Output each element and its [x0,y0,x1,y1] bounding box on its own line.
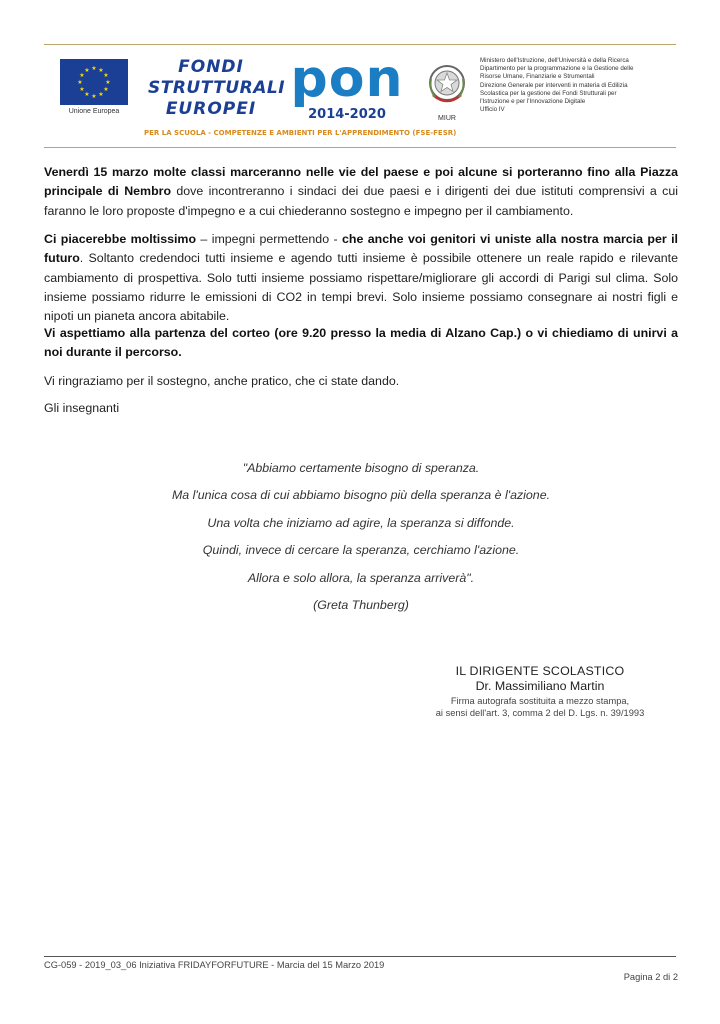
ministry-line: Dipartimento per la programmazione e la Gestione delle [480,65,634,73]
miur-label: MIUR [438,115,456,122]
p1-text: dove incontreranno i sindaci dei due paesi e i dirigenti dei due istituti comprensivi a cui faranno le loro proposte d'impegno e a cui chiederanno sostegno e impegno per il cambiamento. [44,184,679,218]
paragraph-march-announcement [44,163,678,221]
eu-flag-icon [60,59,128,105]
pon-logo [288,49,406,125]
svg-text:★: ★ [84,91,90,98]
footer-divider [44,956,676,957]
greta-quote [44,458,678,622]
quote-line: Una volta che iniziamo ad agire, la speranza si diffonde. [207,515,515,530]
paragraph-thanks: Vi ringraziamo per il sostegno, anche pratico, che ci state dando. [44,374,400,388]
miur-logo [424,57,470,131]
svg-text:★: ★ [79,86,85,93]
fondi-line-1: FONDI [178,57,244,77]
p2-bold-a: Ci piacerebbe moltissimo [44,232,197,246]
svg-text:★: ★ [98,91,104,98]
quote-line: Quindi, invece di cercare la speranza, cerchiamo l'azione. [202,543,520,558]
quote-line: Ma l'unica cosa di cui abbiamo bisogno più della speranza è l'azione. [171,488,551,503]
signer-name: Dr. Massimiliano Martin [475,679,605,693]
p3-bold: Vi aspettiamo alla partenza del corteo (ore 9.20 presso la media di Alzano Cap.) o vi chiediamo di unirvi a noi durante il percorso. [44,326,678,360]
p1-bold: Venerdì 15 marzo molte classi marceranno nelle vie del paese e poi alcune si porteranno fino alla Piazza principale di Nembro [44,165,678,199]
svg-text:★: ★ [91,93,97,100]
footer-doc-ref: CG-059 - 2019_03_06 Iniziativa FRIDAYFORFUTURE - Marcia del 15 Marzo 2019 [44,960,385,970]
header-banner [44,44,676,148]
fondi-line-2: STRUTTURALI [148,78,286,98]
signature-block [400,664,680,719]
p2-text: . Soltanto credendoci tutti insieme e agendo tutti insieme è possibile ottenere un reale rapido e rilevante cambiamento di prospettiva. Solo tutti insieme possiamo rispettare/migliorare gli accordi di Parigi sul clima. Solo insieme possiamo ridurre le emissioni di CO2 in tempi brevi. Solo insieme possiamo consegnare ai nostri figli e nipoti un pianeta ancora abitabile. [44,251,678,324]
signature-note: Firma autografa sostituita a mezzo stampa, [450,696,630,706]
ministry-line: Risorse Umane, Finanziarie e Strumentali [480,73,595,81]
eu-logo [60,59,128,123]
pon-tagline: PER LA SCUOLA - COMPETENZE E AMBIENTI PER L'APPRENDIMENTO (FSE-FESR) [144,129,457,137]
ministry-text [480,57,670,114]
quote-author: (Greta Thunberg) [313,597,409,612]
p2-bold-b: che anche voi genitori vi uniste alla nostra marcia per il futuro [44,232,678,266]
quote-line: "Abbiamo certamente bisogno di speranza. [242,461,480,475]
fondi-strutturali-logo [148,57,286,120]
svg-text:★: ★ [105,79,111,86]
ministry-line: Ufficio IV [480,106,505,114]
signature-note-legal: ai sensi dell'art. 3, comma 2 del D. Lgs. n. 39/1993 [435,708,645,718]
pon-wordmark: pon [290,49,404,109]
ministry-line: Scolastica per la gestione dei Fondi Strutturali per [480,89,617,97]
italian-emblem-icon [424,57,470,118]
svg-text:★: ★ [79,72,85,79]
ministry-line: l'Istruzione e per l'Innovazione Digitale [480,98,586,106]
paragraph-meeting-point [44,324,678,363]
svg-text:★: ★ [84,67,90,74]
svg-text:★: ★ [98,67,104,74]
quote-line: Allora e solo allora, la speranza arriverà". [247,570,475,585]
p2-mid: – impegni permettendo - [196,232,343,246]
svg-text:★: ★ [91,65,97,72]
signer-title: IL DIRIGENTE SCOLASTICO [455,664,625,678]
ministry-line: Direzione Generale per interventi in materia di Edilizia [480,81,628,89]
page-number: Pagina 2 di 2 [623,972,678,982]
pon-years: 2014-2020 [308,107,386,122]
svg-text:★: ★ [103,86,109,93]
svg-text:★: ★ [77,79,83,86]
ministry-line: Ministero dell'Istruzione, dell'Università e della Ricerca [480,57,629,64]
paragraph-signoff: Gli insegnanti [44,401,120,415]
eu-label: Unione Europea [68,108,120,115]
fondi-line-3: EUROPEI [165,99,257,119]
paragraph-invitation [44,230,678,326]
svg-text:★: ★ [103,72,109,79]
